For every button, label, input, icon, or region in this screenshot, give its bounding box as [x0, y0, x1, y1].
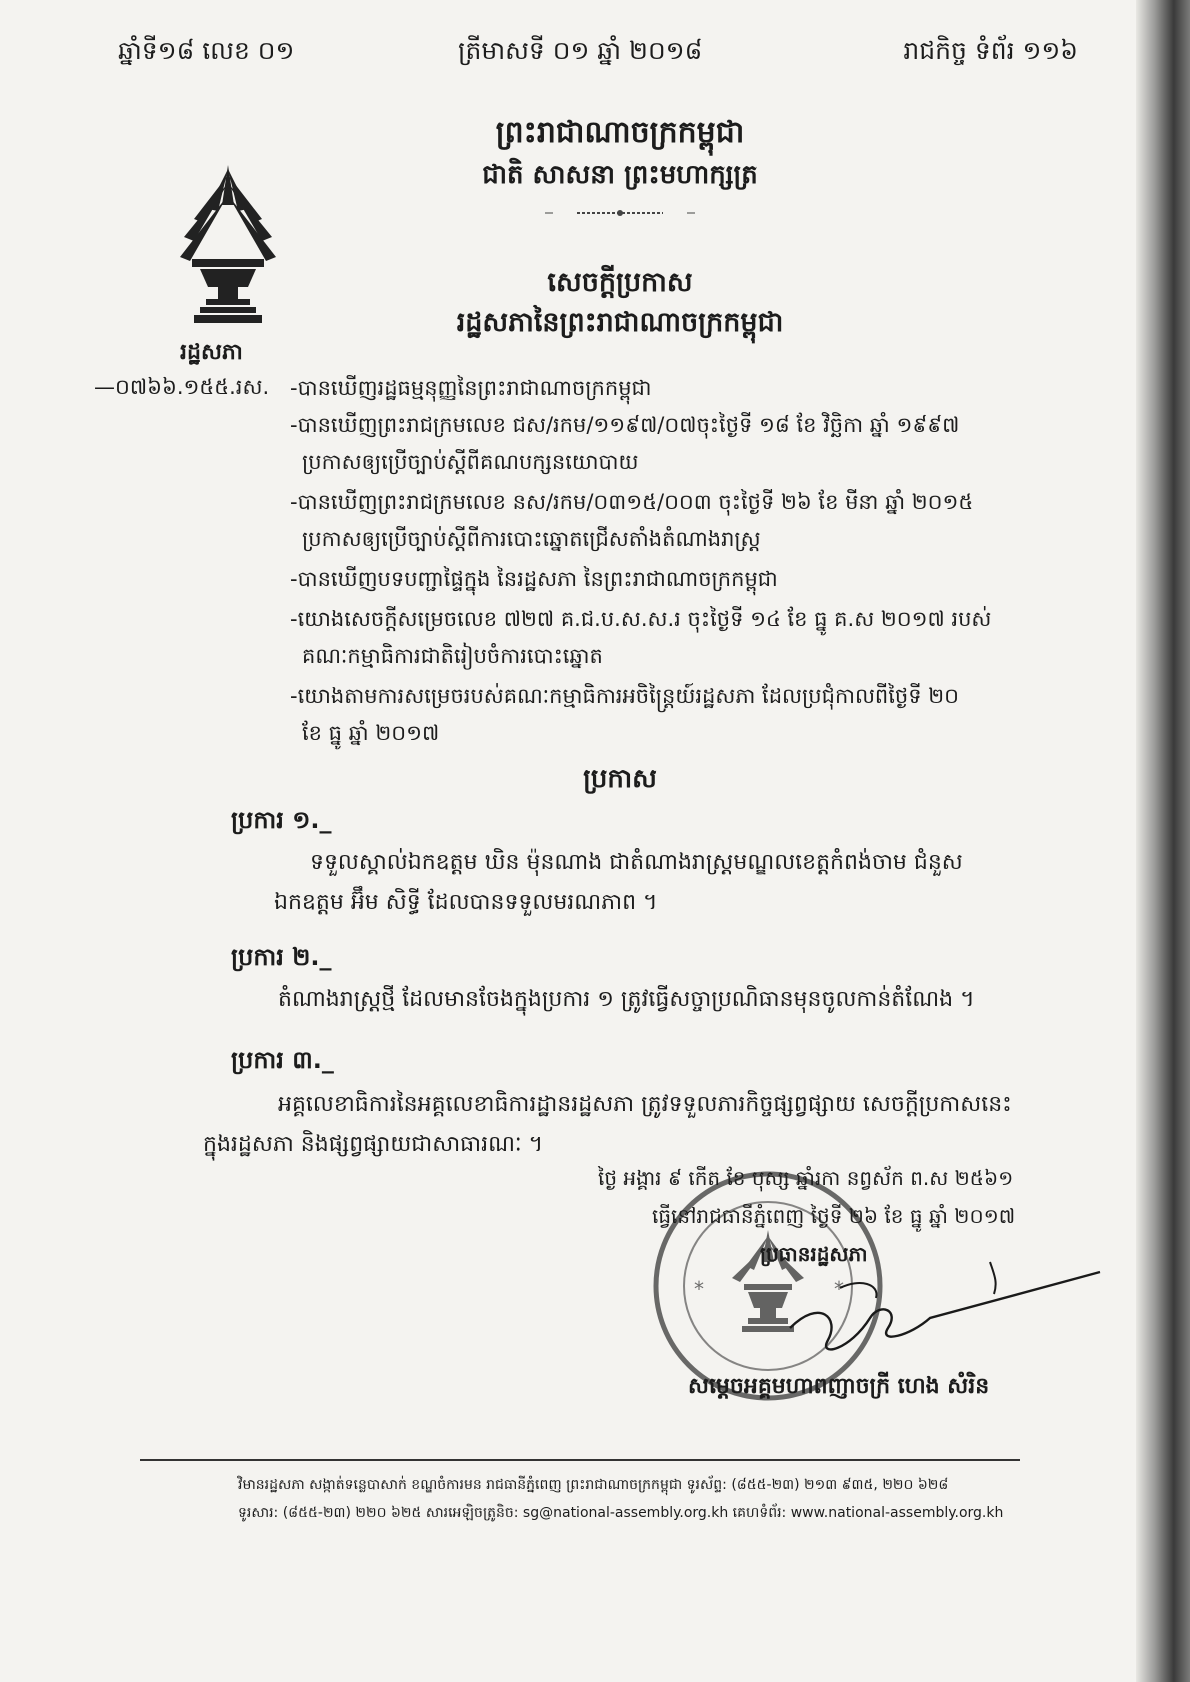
document-title: សេចក្ដីប្រកាស [547, 267, 693, 298]
article-1-heading: ប្រការ ១._ [231, 806, 332, 834]
article-1-line: ឯកឧត្តម អ៊ឹម សិទ្ធី ដែលបានទទួលមរណភាព ។ [274, 890, 658, 915]
article-2-line: តំណាងរាស្ត្រថ្មី ដែលមានចែងក្នុងប្រការ ១ ត្រូវធ្វើសច្ចាប្រណិធានមុនចូលកាន់តំណែង ។ [278, 987, 975, 1012]
visa-line: -បានឃើញព្រះរាជក្រមលេខ ជស/រកម/១១៩៧/០៧ចុះថ្ងៃទី ១៨ ខែ វិច្ឆិកា ឆ្នាំ ១៩៩៧ [290, 413, 960, 437]
gazette-quarter: ត្រីមាសទី ០១ ឆ្នាំ ២០១៨ [458, 36, 703, 65]
visa-line: គណៈកម្មាធិការជាតិរៀបចំការបោះឆ្នោត [302, 644, 603, 668]
document-subtitle: រដ្ឋសភានៃព្រះរាជាណាចក្រកម្ពុជា [456, 307, 784, 338]
reference-number: —០៧៦៦.១៥៥.រស. [94, 375, 270, 399]
visa-line: ប្រកាសឲ្យប្រើច្បាប់ស្ដីពីការបោះឆ្នោតជ្រើសតាំងតំណាងរាស្ត្រ [302, 527, 761, 551]
signer-name: សម្ដេចអគ្គមហាពញាចក្រី ហេង សំរិន [688, 1374, 990, 1399]
signing-date-lunar: ថ្ងៃ អង្គារ ៩ កើត ខែ បុស្ស ឆ្នាំរកា នព្វស័ក ព.ស ២៥៦១ [598, 1166, 1014, 1190]
signer-title: ប្រធានរដ្ឋសភា [760, 1242, 868, 1266]
visa-line: -យោងសេចក្ដីសម្រេចលេខ ៧២៧ គ.ជ.ប.ស.ស.រ ចុះថ្ងៃទី ១៤ ខែ ធ្នូ គ.ស ២០១៧ របស់ [290, 607, 992, 631]
gazette-year-number: ឆ្នាំទី១៨ លេខ ០១ [118, 36, 295, 65]
gazette-page: រាជកិច្ច ទំព័រ ១១៦ [903, 36, 1078, 65]
visa-line: -យោងតាមការសម្រេចរបស់គណៈកម្មាធិការអចិន្ត្រៃយ៍រដ្ឋសភា ដែលប្រជុំកាលពីថ្ងៃទី ២០ [290, 684, 960, 708]
footer-address: វិមានរដ្ឋសភា សង្កាត់ទន្លេបាសាក់ ខណ្ឌចំការមន រាជធានីភ្នំពេញ ព្រះរាជាណាចក្រកម្ពុជា ទូរស័ព្ទ: (៨៥៥-២៣) ២១៣ ៩៣៥, ២២០ ៦២៨ [238, 1477, 949, 1493]
proclaim-heading: ប្រកាស [583, 764, 657, 794]
article-2-heading: ប្រការ ២._ [231, 943, 332, 971]
svg-text:*: * [834, 1277, 844, 1301]
article-3-heading: ប្រការ ៣._ [231, 1046, 334, 1074]
kingdom-name: ព្រះរាជាណាចក្រកម្ពុជា [495, 115, 745, 150]
footer-contact: ទូរសារ: (៨៥៥-២៣) ២២០ ៦២៥ សារអេឡិចត្រូនិច: sg@national-assembly.org.kh គេហទំព័រ: www.national-assembly.org.kh [238, 1505, 1004, 1521]
footer-divider [140, 1459, 1020, 1461]
visa-line: -បានឃើញរដ្ឋធម្មនុញ្ញនៃព្រះរាជាណាចក្រកម្ពុជា [290, 376, 652, 400]
scan-edge-shadow [1136, 0, 1190, 1682]
issuer-label: រដ្ឋសភា [180, 340, 243, 365]
article-3-line: ក្នុងរដ្ឋសភា និងផ្សព្វផ្សាយជាសាធារណៈ ។ [203, 1132, 544, 1157]
handwritten-signature-icon [780, 1258, 1110, 1378]
visa-line: ប្រកាសឲ្យប្រើច្បាប់ស្ដីពីគណបក្សនយោបាយ [302, 450, 639, 474]
visa-line: -បានឃើញបទបញ្ជាផ្ទៃក្នុង នៃរដ្ឋសភា នៃព្រះរាជាណាចក្រកម្ពុជា [290, 567, 778, 591]
signing-date-place: ធ្វើនៅរាជធានីភ្នំពេញ ថ្ងៃទី ២៦ ខែ ធ្នូ ឆ្នាំ ២០១៧ [652, 1204, 1016, 1228]
ornament-divider-icon [545, 205, 695, 221]
gazette-header [118, 36, 1078, 76]
national-assembly-emblem-icon [178, 165, 278, 335]
svg-text:*: * [694, 1277, 704, 1301]
visa-line: -បានឃើញព្រះរាជក្រមលេខ នស/រកម/០៣១៥/០០៣ ចុះថ្ងៃទី ២៦ ខែ មីនា ឆ្នាំ ២០១៥ [290, 490, 974, 514]
article-1-line: ទទួលស្គាល់ឯកឧត្តម ឃិន ម៉ុនណាង ជាតំណាងរាស្ត្រមណ្ឌលខេត្តកំពង់ចាម ជំនួស [310, 850, 963, 875]
national-motto: ជាតិ សាសនា ព្រះមហាក្សត្រ [482, 160, 758, 190]
article-3-line: អគ្គលេខាធិការនៃអគ្គលេខាធិការដ្ឋានរដ្ឋសភា ត្រូវទទួលភារកិច្ចផ្សព្វផ្សាយ សេចក្ដីប្រកាសនេះ [278, 1092, 1012, 1117]
visa-line: ខែ ធ្នូ ឆ្នាំ ២០១៧ [302, 721, 440, 745]
